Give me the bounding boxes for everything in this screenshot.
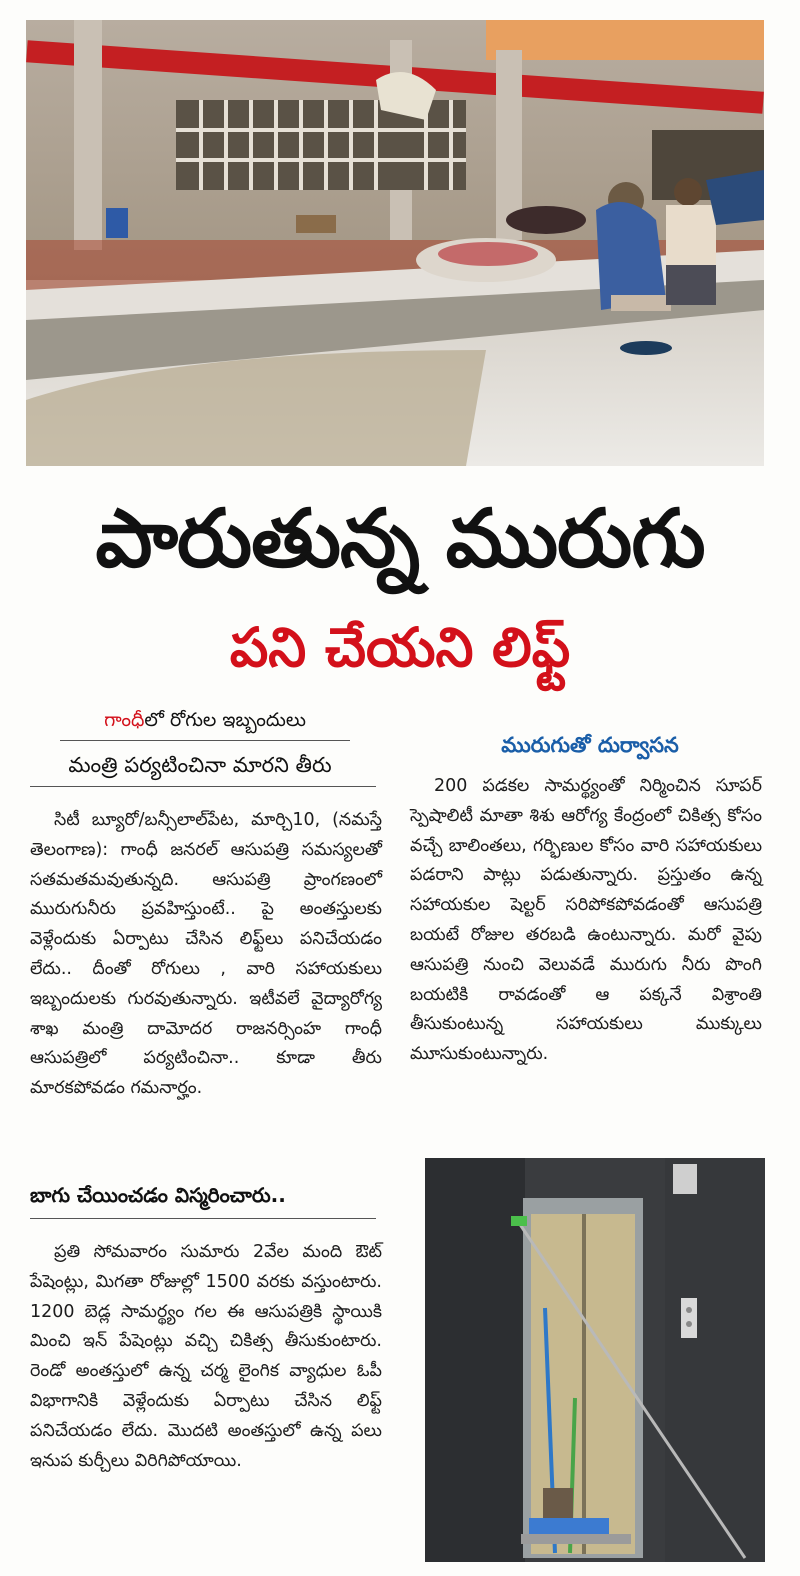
left-column-paragraph-2: ప్రతి సోమవారం సుమారు 2వేల మంది ఔట్ పేషెంట్లు, మిగతా రోజుల్లో 1500 వరకు వస్తుంటారు. 1200 బెడ్ల సామర్థ్యం గల ఈ ఆసుపత్రికి స్థాయికి మించి ఇన్ పేషెంట్లు వచ్చి చికిత్స తీసుకుంటారు. రెండో అంతస్తులో ఉన్న చర్మ లైంగిక వ్యాధుల ఓపీ విభాగానికి వెళ్లేందుకు ఏర్పాటు చేసిన లిఫ్ట్ పనిచేయడం లేదు. మొదటి అంతస్తులో ఉన్న పలు ఇనుప కుర్చీలు విరిగిపోయాయి.: [30, 1242, 382, 1471]
headline: పారుతున్న మురుగు: [95, 492, 705, 585]
deck: మంత్రి పర్యటించినా మారని తీరు: [68, 753, 332, 777]
left-column-paragraph-1: సిటీ బ్యూరో/బన్సీలాల్‌పేట, మార్చి10, (నమస్తే తెలంగాణ): గాంధీ జనరల్ ఆసుపత్రి సమస్యలతో సతమతమవుతున్నది. ఆసుపత్రి ప్రాంగణంలో మురుగునీరు ప్రవహిస్తుంటే.. పై అంతస్తులకు వెళ్లేందుకు ఏర్పాటు చేసిన లిఫ్ట్‌లు పనిచేయడం లేదు.. దీంతో రోగులు , వారి సహాయకులు ఇబ్బందులకు గురవుతున్నారు. ఇటీవలే వైద్యారోగ్య శాఖ మంత్రి దామోదర రాజనర్సింహ గాంధీ ఆసుపత్రిలో పర్యటించినా.. కూడా తీరు మారకపోవడం గమనార్హం.: [30, 810, 382, 1099]
right-column-heading: మురుగుతో దుర్వాసన: [501, 733, 679, 757]
broken-lift-photo: [425, 1158, 765, 1562]
right-column-paragraph-1: 200 పడకల సామర్థ్యంతో నిర్మించిన సూపర్ స్పెషాలిటీ మాతా శిశు ఆరోగ్య కేంద్రంలో చికిత్స కోసం వచ్చే బాలింతలు, గర్భిణుల కోసం వారి సహాయకులు పడరాని పాట్లు పడుతున్నారు. ప్రస్తుతం ఉన్న సహాయకుల షెల్టర్ సరిపోకపోవడంతో ఆసుపత్రి బయటే రోజుల తరబడి ఉంటున్నారు. మరో వైపు ఆసుపత్రి నుంచి వెలువడే మురుగు నీరు పొంగి బయటికి రావడంతో ఆ పక్కనే విశ్రాంతి తీసుకుంటున్న సహాయకులు ముక్కులు మూసుకుంటున్నారు.: [410, 776, 762, 1065]
kicker-rule: [60, 740, 350, 741]
deck-rule: [30, 786, 376, 787]
kicker-highlight: గాంధీ: [104, 709, 145, 731]
kicker: [60, 706, 350, 734]
hospital-premises-photo: [26, 20, 764, 466]
left-column-subtitle: బాగు చేయించడం విస్మరించారు..: [30, 1183, 286, 1207]
kicker-text: లో రోగుల ఇబ్బందులు: [144, 709, 306, 731]
subheadline: పని చేయని లిఫ్ట్: [229, 616, 571, 679]
subtitle-rule: [30, 1218, 376, 1219]
